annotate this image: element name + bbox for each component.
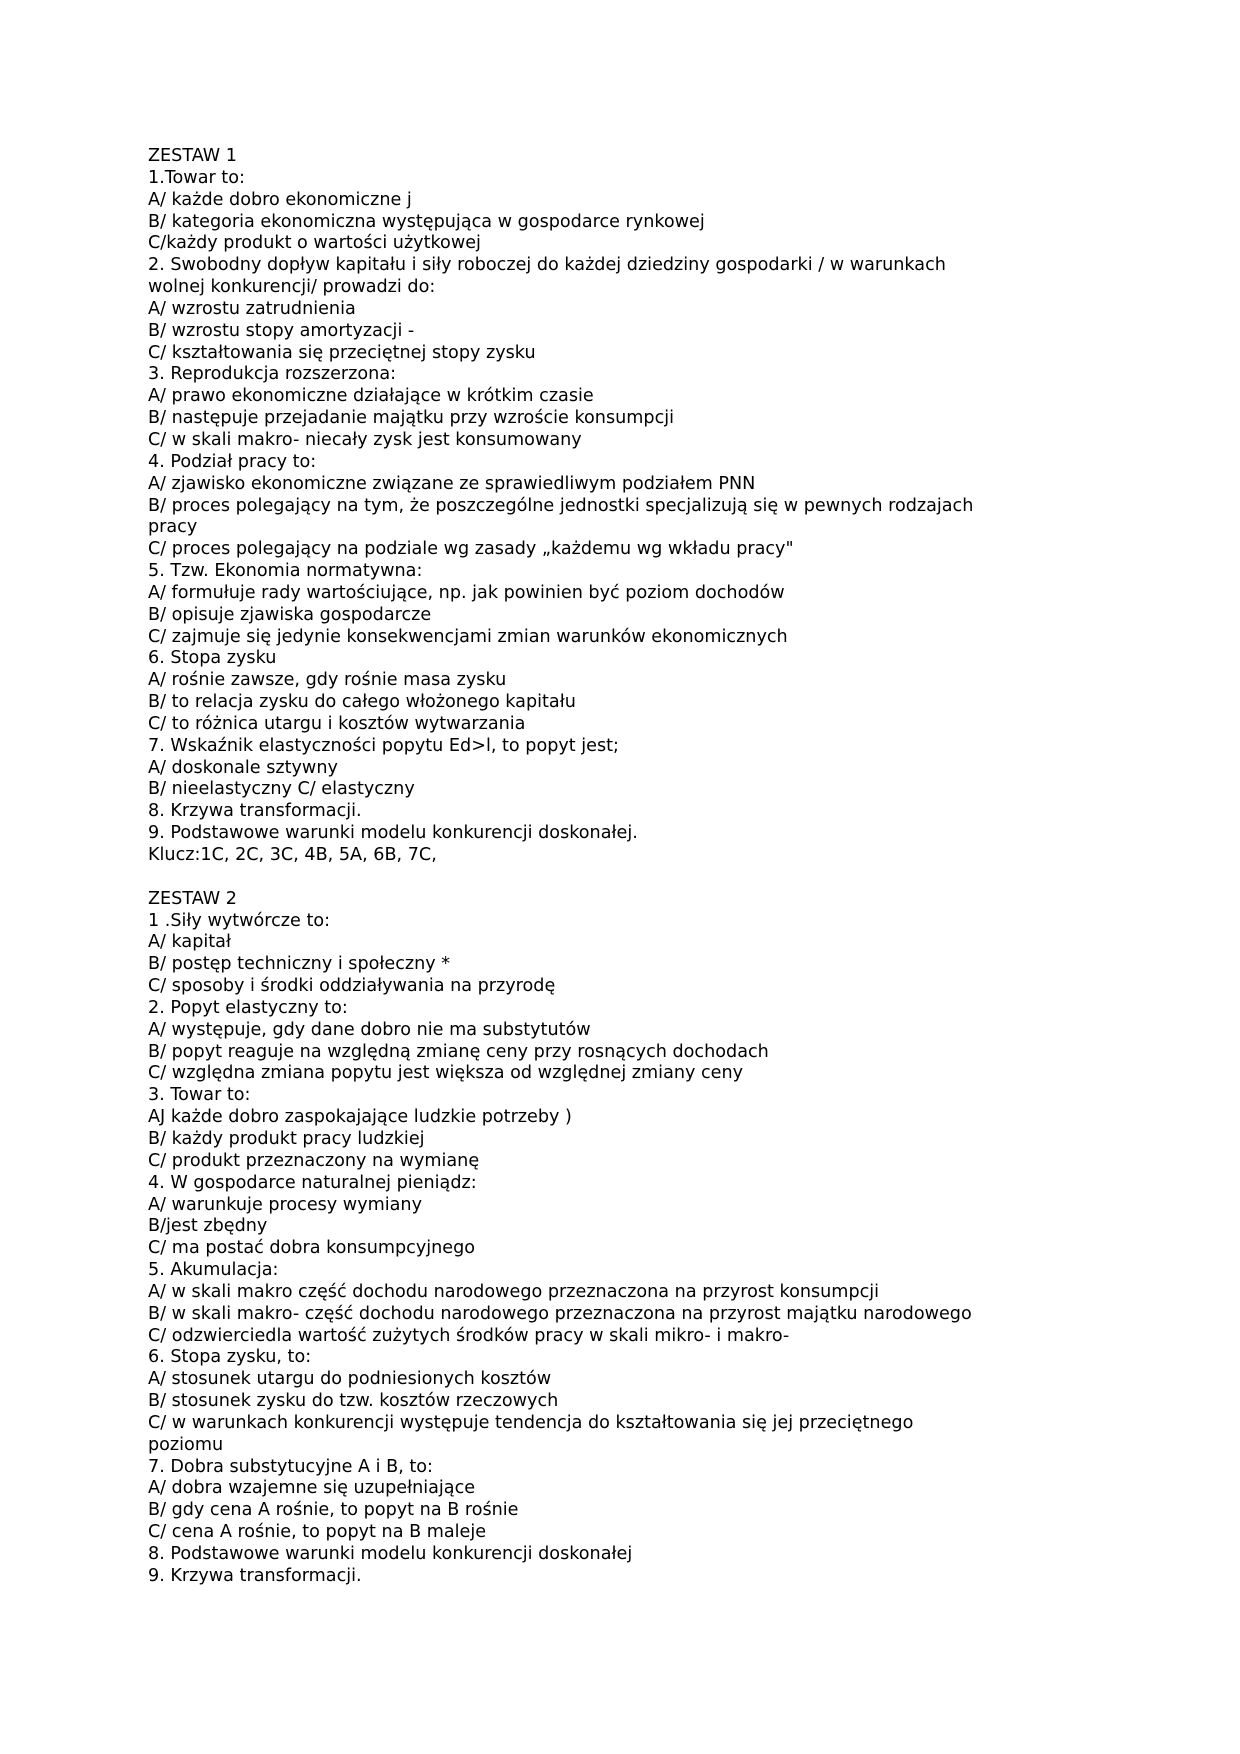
answer-option: C/ odzwierciedla wartość zużytych środków pracy w skali mikro- i makro- bbox=[148, 1325, 790, 1346]
question-3-text: 3. Towar to: bbox=[148, 1085, 251, 1106]
answer-option: A/ stosunek utargu do podniesionych kosztów bbox=[148, 1369, 552, 1390]
question-8-text: 8. Podstawowe warunki modelu konkurencji doskonałej bbox=[148, 1544, 633, 1564]
answer-option-cont: pracy bbox=[148, 517, 198, 538]
answer-option: C/ względna zmiana popytu jest większa od względnej zmiany ceny bbox=[148, 1063, 744, 1084]
answer-option: C/ w warunkach konkurencji występuje tendencja do kształtowania się jej przeciętnego bbox=[148, 1412, 914, 1433]
answer-option: C/ kształtowania się przeciętnej stopy zysku bbox=[148, 342, 536, 363]
set-2-title: ZESTAW 2 bbox=[148, 888, 237, 909]
question-5-text: 5. Akumulacja: bbox=[148, 1260, 279, 1281]
answer-option: A/ rośnie zawsze, gdy rośnie masa zysku bbox=[148, 670, 507, 691]
question-2-text: 2. Popyt elastyczny to: bbox=[148, 997, 348, 1018]
answer-option: A/ prawo ekonomiczne działające w krótkim czasie bbox=[148, 386, 594, 407]
question-9-text: 9. Krzywa transformacji. bbox=[148, 1565, 362, 1586]
answer-option: A/ kapitał bbox=[148, 932, 231, 953]
answer-option: C/ w skali makro- niecały zysk jest konsumowany bbox=[148, 429, 582, 450]
set-1-title: ZESTAW 1 bbox=[148, 146, 237, 166]
answer-option: B/ nieelastyczny C/ elastyczny bbox=[148, 779, 415, 800]
answer-option: A/ formułuje rady wartościujące, np. jak powinien być poziom dochodów bbox=[148, 582, 785, 603]
answer-option: B/ opisuje zjawiska gospodarcze bbox=[148, 604, 432, 625]
answer-option: C/ to różnica utargu i kosztów wytwarzania bbox=[148, 713, 526, 734]
question-2-text-cont: wolnej konkurencji/ prowadzi do: bbox=[148, 277, 436, 298]
answer-key: Klucz:1C, 2C, 3C, 4B, 5A, 6B, 7C, bbox=[148, 845, 437, 865]
question-1-text: 1 .Siły wytwórcze to: bbox=[148, 910, 331, 931]
answer-option: C/ ma postać dobra konsumpcyjnego bbox=[148, 1238, 476, 1259]
answer-option: B/ wzrostu stopy amortyzacji - bbox=[148, 320, 415, 341]
answer-option: A/ występuje, gdy dane dobro nie ma substytutów bbox=[148, 1019, 591, 1040]
answer-option-cont: poziomu bbox=[148, 1434, 224, 1455]
question-7-text: 7. Wskaźnik elastyczności popytu Ed>l, to popyt jest; bbox=[148, 735, 619, 756]
question-6-text: 6. Stopa zysku bbox=[148, 648, 277, 669]
question-2-text: 2. Swobodny dopływ kapitału i siły roboczej do każdej dziedziny gospodarki / w warunkach bbox=[148, 255, 946, 276]
spacer bbox=[148, 867, 1148, 889]
answer-option: C/każdy produkt o wartości użytkowej bbox=[148, 233, 481, 254]
answer-option: AJ każde dobro zaspokajające ludzkie potrzeby ) bbox=[148, 1107, 572, 1128]
answer-option: A/ zjawisko ekonomiczne związane ze sprawiedliwym podziałem PNN bbox=[148, 473, 756, 494]
answer-option: A/ warunkuje procesy wymiany bbox=[148, 1194, 422, 1215]
question-9-text: 9. Podstawowe warunki modelu konkurencji doskonałej. bbox=[148, 823, 638, 844]
answer-option: B/ każdy produkt pracy ludzkiej bbox=[148, 1128, 425, 1149]
document-page bbox=[148, 146, 1148, 1588]
answer-option: C/ sposoby i środki oddziaływania na przyrodę bbox=[148, 976, 556, 997]
question-1-text: 1.Towar to: bbox=[148, 167, 245, 188]
answer-option: B/ kategoria ekonomiczna występująca w gospodarce rynkowej bbox=[148, 211, 705, 232]
question-4-text: 4. W gospodarce naturalnej pieniądz: bbox=[148, 1172, 477, 1193]
answer-option: B/ stosunek zysku do tzw. kosztów rzeczowych bbox=[148, 1391, 559, 1412]
answer-option: B/ gdy cena A rośnie, to popyt na B rośnie bbox=[148, 1500, 519, 1521]
answer-option: C/ produkt przeznaczony na wymianę bbox=[148, 1150, 480, 1171]
answer-option: B/ w skali makro- część dochodu narodowego przeznaczona na przyrost majątku narodowego bbox=[148, 1303, 972, 1324]
answer-option: A/ wzrostu zatrudnienia bbox=[148, 298, 356, 319]
answer-option: B/ postęp techniczny i społeczny * bbox=[148, 954, 451, 975]
answer-option: C/ proces polegający na podziale wg zasady „każdemu wg wkładu pracy" bbox=[148, 539, 794, 560]
question-3-text: 3. Reprodukcja rozszerzona: bbox=[148, 364, 397, 385]
question-6-text: 6. Stopa zysku, to: bbox=[148, 1347, 312, 1368]
question-7-text: 7. Dobra substytucyjne A i B, to: bbox=[148, 1456, 433, 1477]
question-8-text: 8. Krzywa transformacji. bbox=[148, 801, 362, 822]
answer-option: A/ w skali makro część dochodu narodowego przeznaczona na przyrost konsumpcji bbox=[148, 1281, 880, 1302]
answer-option: C/ zajmuje się jedynie konsekwencjami zmian warunków ekonomicznych bbox=[148, 626, 788, 647]
answer-option: C/ cena A rośnie, to popyt na B maleje bbox=[148, 1522, 487, 1543]
answer-option: A/ doskonale sztywny bbox=[148, 757, 338, 778]
answer-option: A/ dobra wzajemne się uzupełniające bbox=[148, 1478, 476, 1499]
question-4-text: 4. Podział pracy to: bbox=[148, 451, 317, 472]
answer-option: B/jest zbędny bbox=[148, 1216, 268, 1237]
set-2-block bbox=[148, 889, 1148, 1588]
answer-option: B/ popyt reaguje na względną zmianę ceny przy rosnących dochodach bbox=[148, 1041, 769, 1062]
answer-option: B/ to relacja zysku do całego włożonego kapitału bbox=[148, 692, 576, 713]
answer-option: B/ proces polegający na tym, że poszczególne jednostki specjalizują się w pewnych rodzajach bbox=[148, 495, 974, 516]
question-5-text: 5. Tzw. Ekonomia normatywna: bbox=[148, 561, 423, 582]
answer-option: A/ każde dobro ekonomiczne j bbox=[148, 189, 412, 210]
set-1-block bbox=[148, 146, 1148, 867]
answer-option: B/ następuje przejadanie majątku przy wzroście konsumpcji bbox=[148, 408, 675, 429]
